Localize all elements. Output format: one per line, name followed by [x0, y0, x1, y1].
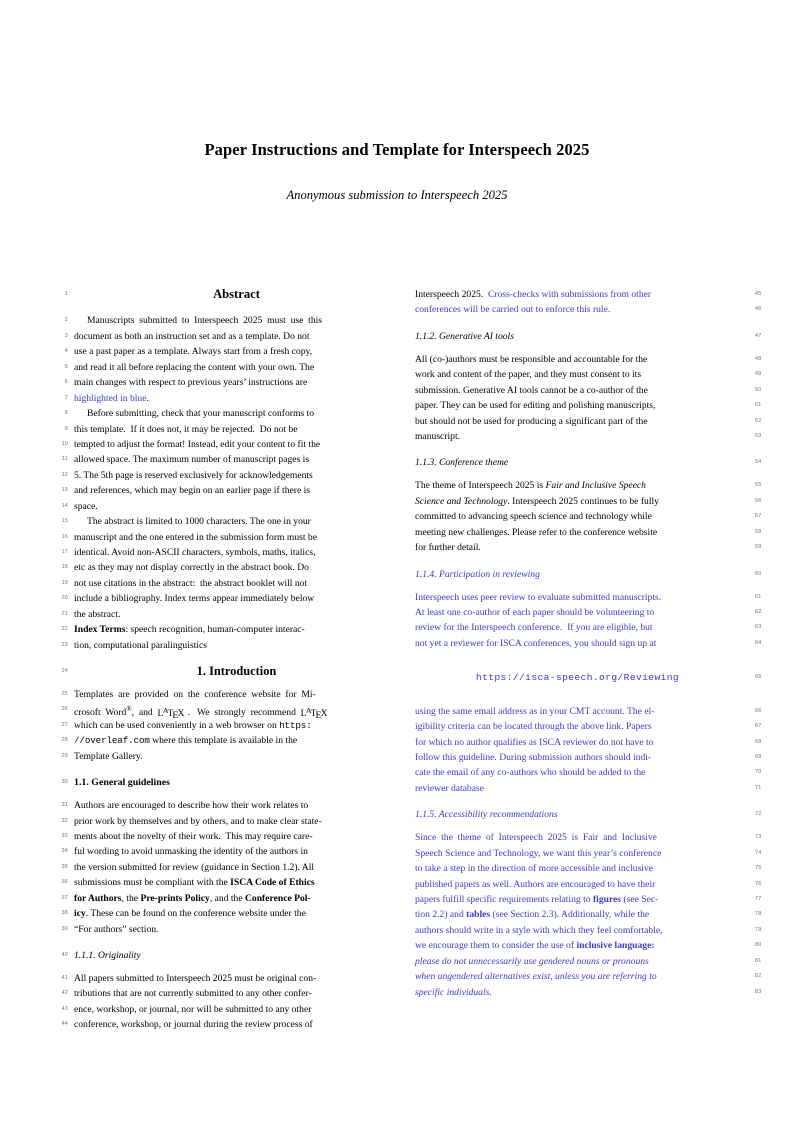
- line-text: prior work by themselves and by others, and to make clear state-: [74, 815, 322, 827]
- subsubsection-heading-participation: 1.1.4. Participation in reviewing: [415, 568, 540, 580]
- text-line: [62, 452, 399, 467]
- line-text: highlighted in blue.: [74, 392, 149, 404]
- line-text: Science and Technology. Interspeech 2025 continues to be fully: [415, 495, 659, 507]
- text-line: [415, 861, 762, 876]
- text-line: [415, 969, 762, 984]
- line-text: submissions must be compliant with the ISCA Code of Ethics: [74, 877, 315, 889]
- text-line: [61, 576, 399, 591]
- line-number: 73: [755, 834, 762, 841]
- line-text: Manuscripts submitted to Interspeech 2025 must use this: [87, 315, 323, 327]
- line-text: icy. These can be found on the conference website under the: [74, 908, 306, 920]
- line-number: 80: [755, 942, 762, 949]
- text-line: [61, 437, 399, 452]
- line-number: 8: [64, 410, 68, 417]
- text-line: [61, 844, 399, 859]
- line-number: 25: [61, 691, 68, 697]
- body-columns: [0, 287, 794, 1031]
- text-line: [415, 735, 762, 750]
- spacer: [415, 582, 740, 590]
- index-terms-line: [61, 622, 399, 637]
- line-text: allowed space. The maximum number of manuscript pages is: [74, 454, 310, 466]
- line-text: The theme of Interspeech 2025 is Fair and Inclusive Speech: [415, 480, 646, 492]
- line-number: 74: [755, 849, 762, 856]
- line-text: tributions that are not currently submitted to any other confer-: [74, 988, 312, 1000]
- text-line: [415, 750, 762, 765]
- text-line: [415, 478, 762, 493]
- line-number: 13: [61, 487, 68, 494]
- line-text: Interspeech uses peer review to evaluate submitted manuscripts.: [415, 591, 662, 603]
- line-number: 66: [755, 707, 762, 714]
- spacer: [74, 964, 399, 972]
- line-number: 81: [755, 957, 762, 964]
- line-number: 44: [61, 1021, 68, 1028]
- line-number: 24: [61, 668, 68, 675]
- line-number: 34: [61, 848, 68, 855]
- text-line: [61, 733, 399, 748]
- text-line: [415, 302, 762, 317]
- text-line: [61, 798, 399, 813]
- line-number: 60: [755, 570, 762, 577]
- line-text: papers fulfill specific requirements relating to figures (see Sec-: [415, 894, 659, 905]
- text-line: [415, 892, 762, 907]
- section-heading-row: [61, 664, 399, 679]
- abstract-heading-row: [64, 287, 399, 302]
- latex-logo: $L^ATEX$: [157, 706, 185, 721]
- line-text: submission. Generative AI tools cannot be a co-author of the: [415, 384, 648, 396]
- line-number: 6: [64, 379, 68, 386]
- line-number: 45: [755, 291, 762, 297]
- text-line: [61, 530, 399, 545]
- spacer: [415, 471, 740, 479]
- line-text: Speech Science and Technology, we want this year’s conference: [415, 847, 662, 859]
- line-number: 61: [755, 593, 762, 600]
- line-text: committed to advancing speech science and technology while: [415, 511, 652, 523]
- line-number: 57: [755, 513, 762, 520]
- line-number: 83: [755, 988, 762, 995]
- text-line: [415, 383, 762, 398]
- index-terms-label: Index Terms: [74, 624, 126, 636]
- url-fragment: //overleaf.com: [74, 735, 150, 747]
- line-number: 70: [755, 769, 762, 776]
- line-number: 21: [61, 610, 68, 617]
- spacer: [415, 796, 740, 807]
- line-text: reviewer database: [415, 782, 484, 794]
- line-number: 14: [61, 502, 68, 509]
- line-text: All papers submitted to Interspeech 2025 must be original con-: [74, 973, 317, 984]
- line-number: 41: [61, 975, 68, 981]
- line-number: 22: [61, 626, 68, 633]
- spacer: [415, 556, 740, 567]
- text-line: [61, 545, 399, 560]
- line-number: 48: [755, 355, 762, 362]
- text-line: [61, 1017, 399, 1032]
- spacer: [415, 318, 740, 329]
- line-number: 32: [61, 817, 68, 824]
- text-line: [64, 329, 399, 344]
- line-number: 42: [61, 990, 68, 997]
- text-line: [64, 313, 399, 328]
- line-number: 5: [64, 363, 68, 370]
- text-line: [61, 718, 399, 733]
- line-text: document as both an instruction set and as a template. Do not: [74, 330, 310, 342]
- text-line: [415, 367, 762, 382]
- page-title: Paper Instructions and Template for Interspeech 2025: [204, 140, 590, 159]
- line-number: 51: [755, 402, 762, 409]
- line-text: “For authors” section.: [74, 923, 159, 935]
- line-text: not use citations in the abstract: the abstract booklet will not: [74, 577, 308, 589]
- text-line: [64, 406, 399, 421]
- spacer: [74, 302, 399, 313]
- subsubsection-heading-originality: 1.1.1. Originality: [74, 950, 141, 962]
- line-number: 39: [61, 925, 68, 932]
- line-number: 38: [61, 910, 68, 917]
- left-column: [61, 287, 399, 1033]
- line-number: 18: [61, 564, 68, 571]
- line-number: 52: [755, 417, 762, 424]
- line-number: 31: [61, 802, 68, 809]
- text-line: [64, 344, 399, 359]
- line-number: 37: [61, 894, 68, 901]
- line-text: paper. They can be used for editing and polishing manuscripts,: [415, 400, 656, 412]
- spacer: [415, 685, 740, 696]
- text-line: [415, 954, 762, 969]
- line-text: tion, computational paralinguistics: [74, 639, 207, 651]
- line-text: the abstract.: [74, 608, 121, 620]
- text-line: [61, 499, 399, 514]
- line-number: 49: [755, 371, 762, 378]
- line-text: authors should write in a style with which they feel comfortable,: [415, 924, 663, 936]
- line-number: 26: [61, 706, 68, 713]
- line-text: ence, workshop, or journal, nor will be submitted to any other: [74, 1003, 312, 1015]
- spacer: [415, 651, 740, 662]
- line-text: crosoft Word®, and $L^ATEX$ . We strongly recommend $L^ATEX$: [74, 702, 399, 721]
- line-text: for Authors, the Pre-prints Policy, and the Conference Pol-: [74, 892, 311, 904]
- text-line: [61, 814, 399, 829]
- line-text: conference, workshop, or journal during the review process of: [74, 1019, 313, 1031]
- line-text: //overleaf.com where this template is available in the: [74, 735, 298, 747]
- line-text: Templates are provided on the conference website for Mi-: [74, 689, 316, 700]
- line-text: cate the email of any co-authors who should be added to the: [415, 767, 646, 779]
- text-line: [415, 765, 762, 780]
- spacer: [74, 680, 399, 688]
- line-text: this template. If it does not, it may be rejected. Do not be: [74, 423, 298, 435]
- subsubsection-heading-row: [61, 948, 399, 963]
- spacer: [415, 696, 740, 704]
- text-line: [61, 591, 399, 606]
- text-line: [415, 429, 762, 444]
- line-number: 27: [61, 721, 68, 728]
- line-text: follow this guideline. During submission authors should indi-: [415, 752, 652, 763]
- line-number: 54: [755, 459, 762, 466]
- line-number: 43: [61, 1005, 68, 1012]
- line-text: which can be used conveniently in a web browser on https:: [74, 719, 312, 731]
- text-line: [415, 494, 762, 509]
- line-text: Authors are encouraged to describe how their work relates to: [74, 800, 309, 812]
- line-number: 62: [755, 608, 762, 615]
- text-line: [61, 687, 399, 702]
- line-text: [74, 622, 399, 637]
- line-number: 20: [61, 595, 68, 602]
- text-line: [415, 620, 762, 635]
- line-text: Interspeech 2025. Cross-checks with submissions from other: [415, 289, 652, 300]
- line-text: review for the Interspeech conference. If you are eligible, but: [415, 622, 653, 634]
- spacer: [415, 662, 740, 670]
- text-line: [415, 938, 762, 953]
- text-line: [61, 829, 399, 844]
- subsubsection-heading-row: [415, 567, 762, 582]
- subsubsection-heading-accessibility: 1.1.5. Accessibility recommendations: [415, 809, 558, 821]
- review-url[interactable]: https://isca-speech.org/Reviewing: [475, 671, 680, 683]
- text-line: [415, 846, 762, 861]
- line-number: 15: [61, 518, 68, 525]
- line-text: Before submitting, check that your manuscript conforms to: [87, 408, 314, 420]
- section-heading-introduction: 1. Introduction: [196, 664, 277, 679]
- line-text: At least one co-author of each paper should be volunteering to: [415, 606, 655, 618]
- line-number: 17: [61, 549, 68, 555]
- line-text: manuscript and the one entered in the submission form must be: [74, 531, 317, 543]
- text-line: [61, 971, 399, 986]
- text-line: [415, 985, 762, 1000]
- text-line: [61, 702, 399, 721]
- line-number: 78: [755, 911, 762, 918]
- line-number: 16: [61, 533, 68, 540]
- title-block: [0, 140, 794, 203]
- text-line: [61, 638, 399, 653]
- line-number: 40: [61, 952, 68, 959]
- spacer: [415, 823, 740, 831]
- latex-logo: $L^ATEX$: [300, 706, 328, 721]
- line-number: 11: [62, 456, 68, 463]
- text-line: [61, 514, 399, 529]
- text-line: [61, 749, 399, 764]
- page-subtitle: Anonymous submission to Interspeech 2025: [286, 187, 508, 202]
- subsubsection-heading-row: [415, 455, 762, 470]
- line-text: include a bibliography. Index terms appear immediately below: [74, 593, 315, 605]
- line-text: Template Gallery.: [74, 750, 143, 762]
- line-number: 12: [61, 471, 68, 478]
- line-number: 1: [64, 291, 68, 297]
- line-text: use a past paper as a template. Always start from a fresh copy,: [74, 346, 313, 358]
- line-number: 33: [61, 833, 68, 839]
- index-terms-value: : speech recognition, human-computer interac-: [125, 624, 305, 636]
- line-number: 36: [61, 879, 68, 886]
- url-row: [415, 670, 762, 685]
- line-number: 75: [755, 865, 762, 872]
- text-line: [61, 922, 399, 937]
- line-number: 64: [755, 639, 762, 646]
- text-line: [64, 375, 399, 390]
- line-number: 46: [755, 306, 762, 313]
- line-number: 56: [755, 497, 762, 504]
- text-line: [415, 636, 762, 651]
- subsection-heading-row: [61, 775, 399, 790]
- text-line: [61, 560, 399, 575]
- text-line: [64, 391, 399, 406]
- line-text: conferences will be carried out to enforce this rule.: [415, 304, 611, 316]
- line-number: 28: [61, 737, 68, 744]
- line-number: 72: [755, 811, 762, 818]
- line-number: 68: [755, 738, 762, 745]
- text-line: [415, 352, 762, 367]
- line-number: 77: [755, 896, 762, 902]
- text-line: [415, 590, 762, 605]
- line-text: and references, which may begin on an earlier page if there is: [74, 485, 311, 497]
- line-text: ful wording to avoid unmasking the identity of the authors in: [74, 846, 308, 858]
- line-text: ments about the novelty of their work. This may require care-: [74, 831, 313, 842]
- text-line: [64, 422, 399, 437]
- line-number: 50: [755, 386, 762, 393]
- text-line: [61, 891, 399, 906]
- text-line: [415, 605, 762, 620]
- text-line: [61, 1002, 399, 1017]
- line-number: 47: [755, 332, 762, 339]
- subsubsection-heading-conference-theme: 1.1.3. Conference theme: [415, 457, 509, 469]
- line-number: 3: [64, 332, 68, 339]
- line-number: 63: [755, 624, 762, 631]
- spacer: [74, 653, 399, 664]
- text-line: [415, 781, 762, 796]
- text-line: [61, 860, 399, 875]
- line-text: main changes with respect to previous years’ instructions are: [74, 377, 308, 389]
- line-text: not yet a reviewer for ISCA conferences, you should sign up at: [415, 637, 657, 649]
- line-text: and read it all before replacing the content with your own. The: [74, 361, 315, 373]
- line-text: we encourage them to consider the use of inclusive language:: [415, 940, 655, 952]
- spacer: [415, 444, 740, 455]
- text-line: [415, 704, 762, 719]
- line-text: meeting new challenges. Please refer to the conference website: [415, 526, 658, 538]
- line-text: using the same email address as in your CMT account. The el-: [415, 705, 655, 717]
- line-number: 23: [61, 641, 68, 648]
- spacer: [74, 937, 399, 948]
- line-text: the version submitted for review (guidance in Section 1.2). All: [74, 861, 315, 873]
- text-line: [415, 525, 762, 540]
- subsubsection-heading-row: [415, 329, 762, 344]
- text-line: [61, 986, 399, 1001]
- text-line: [415, 877, 762, 892]
- line-text: please do not unnecessarily use gendered nouns or pronouns: [415, 955, 649, 967]
- text-line: [61, 483, 399, 498]
- line-text: space.: [74, 500, 98, 512]
- text-line: [61, 906, 399, 921]
- text-line: [415, 414, 762, 429]
- text-line: [415, 923, 762, 938]
- line-number: 7: [64, 394, 68, 401]
- line-text: manuscript.: [415, 431, 461, 442]
- line-text: for further detail.: [415, 542, 481, 554]
- line-text: All (co-)authors must be responsible and accountable for the: [415, 353, 648, 365]
- line-number: 59: [755, 544, 762, 551]
- line-text: etc as they may not display correctly in the abstract book. Do: [74, 562, 309, 574]
- line-number: 58: [755, 528, 762, 535]
- spacer: [74, 791, 399, 799]
- line-number: 82: [755, 973, 762, 980]
- line-text: tion 2.2) and tables (see Section 2.3). Additionally, while the: [415, 909, 650, 921]
- line-text: The abstract is limited to 1000 characters. The one in your: [87, 516, 311, 528]
- line-number: 4: [64, 348, 68, 355]
- text-line: [61, 607, 399, 622]
- line-text: when ungendered alternatives exist, unless you are referring to: [415, 971, 657, 983]
- text-line: [415, 287, 762, 302]
- subsubsection-heading-generative-ai: 1.1.2. Generative AI tools: [415, 330, 514, 342]
- line-text: but should not be used for producing a significant part of the: [415, 415, 648, 427]
- line-text: identical. Avoid non-ASCII characters, symbols, maths, italics,: [74, 547, 316, 558]
- line-text: tempted to adjust the format! Instead, edit your content to fit the: [74, 438, 321, 450]
- url-fragment: https:: [279, 719, 312, 731]
- line-text: for which no author qualifies as ISCA reviewer do not have to: [415, 736, 654, 748]
- line-text: Since the theme of Interspeech 2025 is Fair and Inclusive: [415, 832, 657, 844]
- abstract-heading: Abstract: [213, 287, 260, 301]
- line-text: 5. The 5th page is reserved exclusively for acknowledgements: [74, 469, 313, 481]
- line-number: 29: [61, 752, 68, 759]
- line-text: to take a step in the direction of more accessible and inclusive: [415, 863, 653, 875]
- text-line: [61, 468, 399, 483]
- line-number: 35: [61, 863, 68, 870]
- line-text: specific individuals.: [415, 986, 492, 998]
- text-line: [415, 830, 762, 845]
- line-number: 69: [755, 754, 762, 760]
- line-number: 55: [755, 482, 762, 489]
- text-line: [415, 907, 762, 922]
- spacer: [415, 344, 740, 352]
- line-number: 76: [755, 880, 762, 887]
- line-number: 10: [61, 440, 68, 447]
- line-number: 2: [64, 317, 68, 324]
- line-number: 79: [755, 926, 762, 933]
- line-text: work and content of the paper, and they must consent to its: [415, 369, 642, 381]
- subsection-heading-general-guidelines: 1.1. General guidelines: [74, 777, 171, 789]
- line-number: 9: [64, 425, 68, 432]
- text-line: [415, 509, 762, 524]
- text-line: [415, 398, 762, 413]
- line-number: 19: [61, 579, 68, 586]
- line-number: 30: [61, 779, 68, 786]
- spacer: [74, 764, 399, 775]
- text-line: [64, 360, 399, 375]
- text-line: [415, 719, 762, 734]
- right-column: [415, 287, 762, 1000]
- line-number: 65: [755, 673, 762, 680]
- line-text: published papers as well. Authors are encouraged to have their: [415, 878, 656, 890]
- line-number: 71: [755, 784, 762, 791]
- line-number: 53: [755, 433, 762, 439]
- line-number: 67: [755, 723, 762, 730]
- text-line: [61, 875, 399, 890]
- subsubsection-heading-row: [415, 807, 762, 822]
- text-line: [415, 540, 762, 555]
- line-text: igibility criteria can be located through the above link. Papers: [415, 721, 652, 733]
